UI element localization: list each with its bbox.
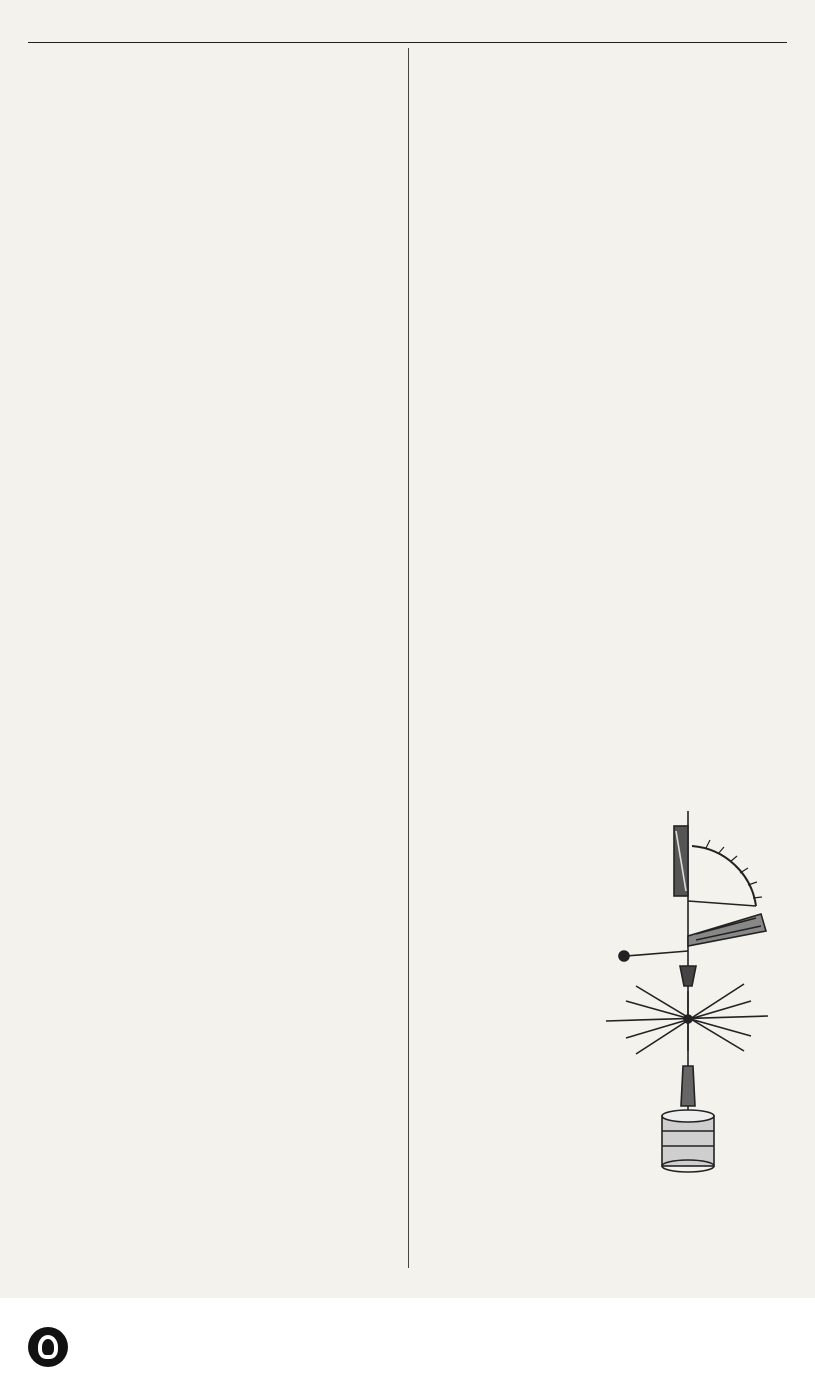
page-header (28, 14, 787, 40)
alamy-logo (28, 1318, 76, 1372)
column-divider (408, 48, 409, 1268)
weather-vane-illustration (596, 806, 776, 1186)
header-rule (28, 42, 787, 43)
figure-1 (596, 786, 776, 1206)
alamy-logo-icon (28, 1327, 68, 1367)
stock-footer (0, 1298, 815, 1390)
